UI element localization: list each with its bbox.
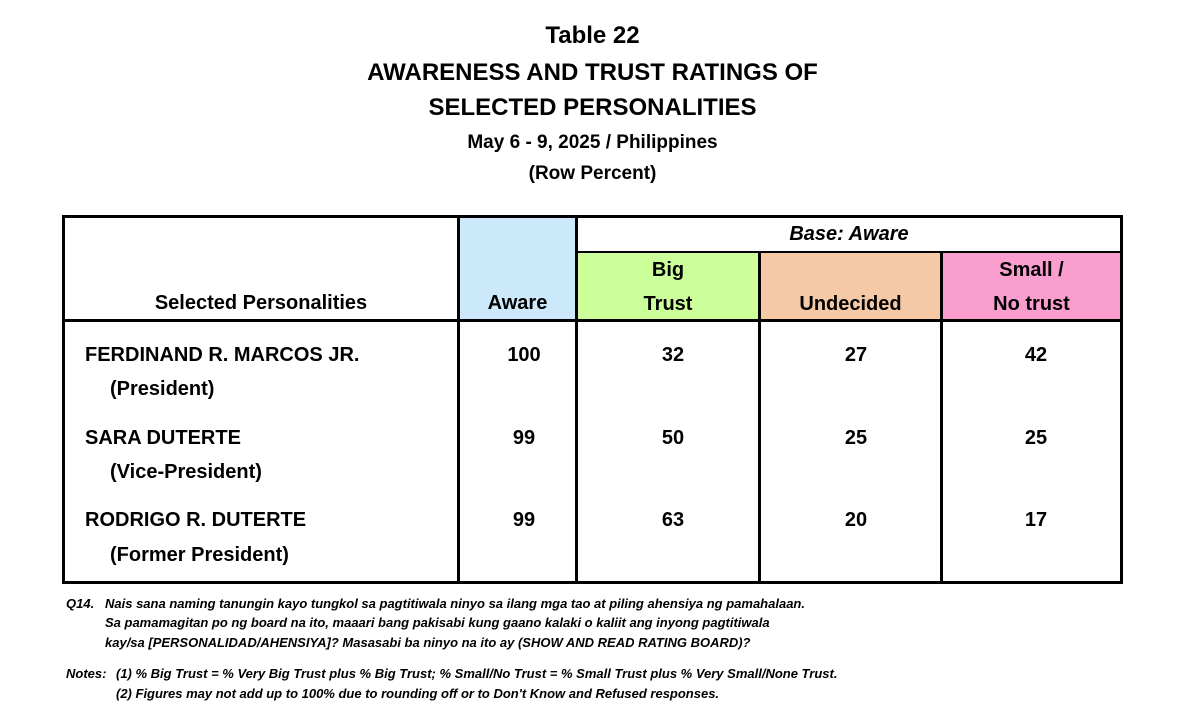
header-divider — [65, 319, 1120, 322]
row-role: (President) — [110, 378, 215, 400]
row-name: SARA DUTERTE — [85, 427, 241, 449]
row-name: FERDINAND R. MARCOS JR. — [85, 344, 360, 366]
undecided-value: 27 — [844, 344, 868, 366]
aware-value: 99 — [512, 509, 536, 531]
big-trust-value: 50 — [661, 427, 685, 449]
notes-label: Notes: — [66, 666, 107, 681]
small-trust-value: 17 — [1024, 509, 1048, 531]
undecided-value: 25 — [844, 427, 868, 449]
survey-date-place: May 6 - 9, 2025 / Philippines — [467, 132, 718, 153]
row-name: RODRIGO R. DUTERTE — [85, 509, 307, 531]
row-role: (Vice-President) — [110, 461, 262, 483]
question-text-line1: Nais sana naming tanungin kayo tungkol sa pagtitiwala ninyo sa ilang mga tao at piling ahensiya ng pamahalaan. — [105, 596, 805, 611]
big-trust-header-line1: Big — [651, 259, 685, 281]
row-role: (Former President) — [110, 544, 289, 566]
table-number: Table 22 — [545, 22, 640, 49]
small-trust-value: 25 — [1024, 427, 1048, 449]
small-trust-header-line2: No trust — [993, 293, 1070, 315]
aware-header: Aware — [487, 292, 548, 314]
big-trust-value: 32 — [661, 344, 685, 366]
personalities-header: Selected Personalities — [154, 292, 368, 314]
small-trust-header-line1: Small / — [999, 259, 1064, 281]
aware-value: 99 — [512, 427, 536, 449]
undecided-header: Undecided — [799, 293, 902, 315]
big-trust-header-line2: Trust — [643, 293, 693, 315]
table-title-line2: SELECTED PERSONALITIES — [428, 94, 757, 121]
undecided-value: 20 — [844, 509, 868, 531]
note-1: (1) % Big Trust = % Very Big Trust plus % Big Trust; % Small/No Trust = % Small Trust plus % Very Small/None Trust. — [116, 666, 838, 681]
question-text-line2: Sa pamamagitan po ng board na ito, maaari bang pakisabi kung gaano kalaki o kaliit ang inyong pagtitiwala — [105, 615, 770, 630]
big-trust-value: 63 — [661, 509, 685, 531]
base-aware-label: Base: Aware — [789, 223, 909, 245]
base-divider — [575, 251, 1120, 253]
question-text-line3: kay/sa [PERSONALIDAD/AHENSIYA]? Masasabi ba ninyo na ito ay (SHOW AND READ RATING BOARD)? — [105, 635, 751, 650]
trust-ratings-table — [62, 215, 1123, 584]
question-label: Q14. — [66, 596, 95, 611]
small-trust-value: 42 — [1024, 344, 1048, 366]
table-unit: (Row Percent) — [528, 163, 657, 184]
aware-value: 100 — [507, 344, 541, 366]
table-title-line1: AWARENESS AND TRUST RATINGS OF — [367, 59, 818, 86]
note-2: (2) Figures may not add up to 100% due to rounding off or to Don't Know and Refused responses. — [116, 686, 720, 701]
